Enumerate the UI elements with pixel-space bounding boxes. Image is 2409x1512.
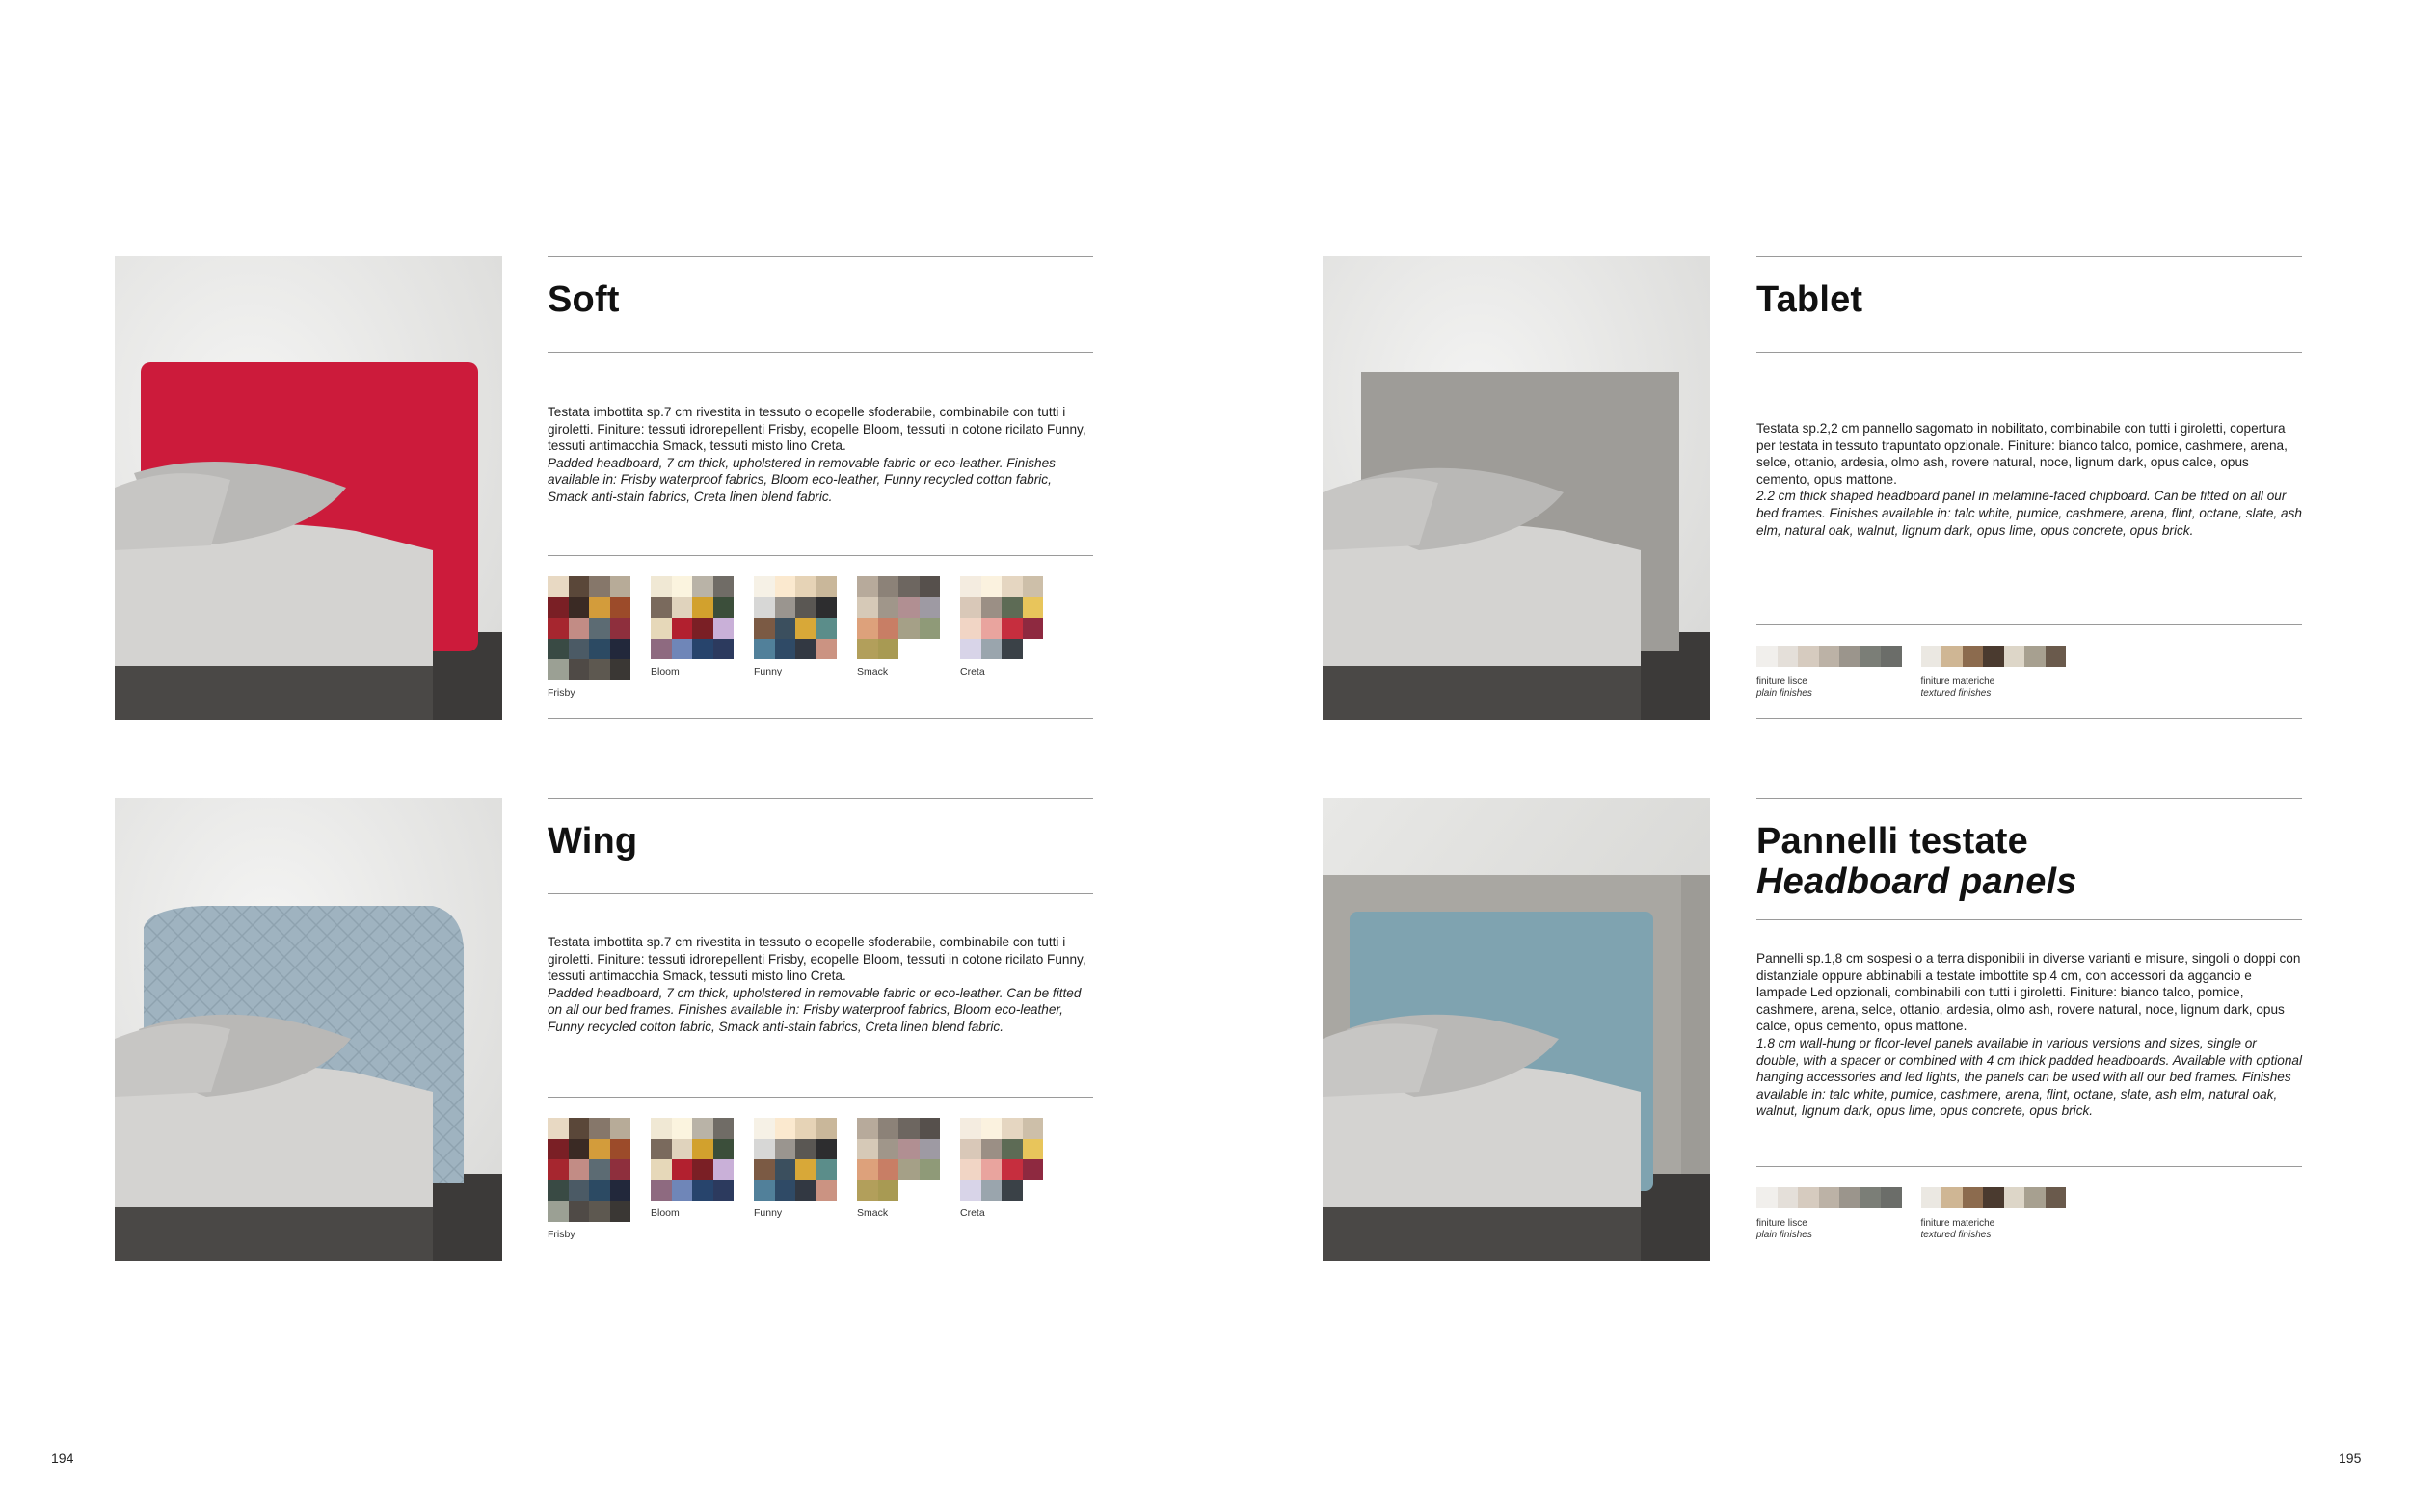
bed-illustration	[115, 798, 502, 1261]
divider	[1756, 1166, 2302, 1167]
color-swatch	[816, 1180, 838, 1202]
color-swatch	[569, 659, 590, 680]
color-swatch	[2024, 646, 2046, 667]
color-swatch	[898, 1139, 920, 1160]
color-swatch	[960, 576, 981, 597]
fabric-swatch-group	[754, 1118, 838, 1240]
page-number-left: 194	[51, 1450, 74, 1466]
bed-illustration	[115, 256, 502, 720]
color-swatch	[1860, 1187, 1882, 1208]
color-swatch	[754, 1139, 775, 1160]
color-swatch	[754, 597, 775, 619]
fabric-label: Creta	[960, 1207, 985, 1219]
description-it: Testata sp.2,2 cm pannello sagomato in nobilitato, combinabile con tutti i giroletti, copertura per testata in tessuto trapuntato opzionale. Finiture: bianco talco, pomice, cashmere, arena, selce, ottanio, ardesia, olmo ash, rovere natural, noce, lignum dark, opus calce, opus cemento, opus mattone.	[1756, 421, 2288, 487]
color-swatch	[981, 1118, 1003, 1139]
color-swatch	[1819, 1187, 1840, 1208]
finish-strip	[1756, 646, 1902, 667]
finish-group	[1756, 1187, 1902, 1241]
color-swatch	[857, 1139, 878, 1160]
fabric-label: Funny	[754, 1207, 783, 1219]
color-swatch	[775, 1118, 796, 1139]
finish-label: finiture materiche	[1920, 1218, 1995, 1229]
color-swatch	[548, 576, 569, 597]
color-swatch	[816, 1118, 838, 1139]
product-block-tablet	[1756, 256, 2302, 720]
product-photo-tablet	[1323, 256, 1710, 720]
color-swatch	[981, 639, 1003, 660]
color-swatch	[651, 1118, 672, 1139]
product-photo-wing	[115, 798, 502, 1261]
color-swatch	[672, 1118, 693, 1139]
color-swatch	[795, 576, 816, 597]
divider	[548, 555, 1093, 556]
finish-group	[1921, 646, 2067, 700]
color-swatch	[857, 1180, 878, 1202]
divider	[1756, 798, 2302, 799]
fabric-swatch-group	[651, 576, 735, 699]
finish-group	[1921, 1187, 2067, 1241]
color-swatch	[589, 639, 610, 660]
color-swatch	[816, 618, 838, 639]
color-swatch	[713, 1118, 735, 1139]
color-swatch	[1002, 618, 1023, 639]
color-swatch	[960, 639, 981, 660]
color-swatch	[754, 1159, 775, 1180]
color-swatch	[672, 618, 693, 639]
color-swatch	[569, 1118, 590, 1139]
color-swatch	[1023, 1139, 1044, 1160]
product-photo-panels	[1323, 798, 1710, 1261]
description-it: Testata imbottita sp.7 cm rivestita in tessuto o ecopelle sfoderabile, combinabile con tutti i giroletti. Finiture: tessuti idrorepellenti Frisby, ecopelle Bloom, tessuti in cotone ricilato Funny, tessuti antimacchia Smack, tessuti misto lino Creta.	[548, 935, 1086, 984]
color-swatch	[960, 618, 981, 639]
color-swatch	[960, 1159, 981, 1180]
color-swatch	[651, 618, 672, 639]
color-swatch	[692, 1139, 713, 1160]
product-photo-soft	[115, 256, 502, 720]
color-swatch	[1002, 1159, 1023, 1180]
color-swatch	[775, 597, 796, 619]
color-swatch	[1963, 646, 1984, 667]
color-swatch	[795, 597, 816, 619]
product-title: Wing	[548, 821, 638, 862]
color-swatch	[569, 1201, 590, 1222]
color-swatch	[2046, 1187, 2067, 1208]
color-swatch	[589, 1180, 610, 1202]
color-swatch	[878, 1159, 899, 1180]
finish-label-en: plain finishes	[1756, 688, 1812, 699]
color-swatch	[775, 1180, 796, 1202]
product-description	[548, 934, 1093, 1036]
color-swatch	[2024, 1187, 2046, 1208]
color-swatch	[1756, 646, 1778, 667]
color-swatch	[857, 639, 878, 660]
color-swatch	[1860, 646, 1882, 667]
color-swatch	[816, 639, 838, 660]
color-swatch	[1983, 1187, 2004, 1208]
color-swatch	[651, 576, 672, 597]
finish-label: finiture lisce	[1756, 676, 1807, 687]
color-swatch	[1941, 646, 1963, 667]
color-swatch	[775, 1139, 796, 1160]
fabric-label: Smack	[857, 666, 889, 677]
color-swatch	[1963, 1187, 1984, 1208]
color-swatch	[548, 1118, 569, 1139]
finish-label-en: textured finishes	[1920, 1230, 1992, 1240]
color-swatch	[692, 618, 713, 639]
title-it: Pannelli testate	[1756, 821, 2028, 862]
fabric-swatch-grid	[754, 1118, 837, 1201]
divider	[548, 352, 1093, 353]
divider	[548, 256, 1093, 257]
fabric-swatches	[548, 576, 1063, 699]
color-swatch	[589, 618, 610, 639]
color-swatch	[1002, 1139, 1023, 1160]
color-swatch	[548, 1180, 569, 1202]
color-swatch	[672, 1180, 693, 1202]
color-swatch	[713, 1180, 735, 1202]
product-block-soft	[548, 256, 1093, 720]
color-swatch	[1002, 1180, 1023, 1202]
finish-caption	[1756, 676, 1902, 700]
color-swatch	[569, 618, 590, 639]
color-swatch	[589, 1201, 610, 1222]
finish-label-en: textured finishes	[1920, 688, 1992, 699]
divider	[548, 798, 1093, 799]
product-block-panels	[1756, 798, 2302, 1261]
description-en: 1.8 cm wall-hung or floor-level panels available in various versions and sizes, single or double, with a spacer or combined with 4 cm thick padded headboards. Available with optional hanging accessories and led lights, the panels can be used with all our bed frames. Finishes available in: talc white, pumice, cashmere, arena, flint, octane, slate, ash elm, natural oak, walnut, lignum dark, opus lime, opus concrete, opus brick.	[1756, 1035, 2302, 1119]
color-swatch	[1798, 646, 1819, 667]
color-swatch	[1778, 1187, 1799, 1208]
color-swatch	[816, 597, 838, 619]
color-swatch	[651, 1180, 672, 1202]
product-title: Soft	[548, 279, 620, 320]
color-swatch	[1756, 1187, 1778, 1208]
product-description	[1756, 950, 2302, 1120]
color-swatch	[754, 1118, 775, 1139]
color-swatch	[589, 659, 610, 680]
color-swatch	[878, 1180, 899, 1202]
color-swatch	[589, 576, 610, 597]
color-swatch	[672, 576, 693, 597]
fabric-swatch-grid	[754, 576, 837, 659]
color-swatch	[2004, 1187, 2025, 1208]
color-swatch	[610, 1159, 631, 1180]
color-swatch	[610, 1118, 631, 1139]
description-it: Pannelli sp.1,8 cm sospesi o a terra disponibili in diverse varianti e misure, singoli o doppi con distanziale oppure abbinabili a testate imbottite sp.4 cm, con accessori da aggancio e lampade Led opzionali, combinabili con tutti i giroletti. Finiture: bianco talco, pomice, cashmere, arena, selce, ottanio, ardesia, olmo ash, rovere natural, noce, lignum dark, opus calce, opus cemento, opus mattone.	[1756, 951, 2301, 1034]
color-swatch	[713, 576, 735, 597]
color-swatch	[1839, 1187, 1860, 1208]
color-swatch	[610, 1201, 631, 1222]
color-swatch	[1002, 597, 1023, 619]
description-en: Padded headboard, 7 cm thick, upholstered in removable fabric or eco-leather. Finishes available in: Frisby waterproof fabrics, Bloom eco-leather, Funny recycled cotton fabric, Smack anti-stain fabrics, Creta linen blend fabric.	[548, 455, 1056, 504]
color-swatch	[775, 639, 796, 660]
fabric-label: Bloom	[651, 666, 680, 677]
description-en: 2.2 cm thick shaped headboard panel in melamine-faced chipboard. Can be fitted on all our bed frames. Finishes available in: talc white, pumice, cashmere, arena, flint, octane, slate, ash elm, natural oak, walnut, lignum dark, opus lime, opus concrete, opus brick.	[1756, 489, 2302, 538]
color-swatch	[795, 639, 816, 660]
color-swatch	[960, 1180, 981, 1202]
product-description	[1756, 420, 2302, 539]
finish-caption	[1921, 676, 2067, 700]
color-swatch	[1839, 646, 1860, 667]
divider	[1756, 718, 2302, 719]
color-swatch	[672, 1159, 693, 1180]
color-swatch	[857, 576, 878, 597]
color-swatch	[795, 1159, 816, 1180]
color-swatch	[857, 1118, 878, 1139]
color-swatch	[1798, 1187, 1819, 1208]
color-swatch	[1921, 1187, 1942, 1208]
color-swatch	[898, 597, 920, 619]
color-swatch	[754, 639, 775, 660]
color-swatch	[2046, 646, 2067, 667]
color-swatch	[548, 659, 569, 680]
title-en: Headboard panels	[1756, 862, 2077, 902]
page-number-right: 195	[2339, 1450, 2362, 1466]
color-swatch	[775, 576, 796, 597]
color-swatch	[795, 618, 816, 639]
color-swatch	[692, 597, 713, 619]
color-swatch	[1023, 618, 1044, 639]
fabric-label: Frisby	[548, 686, 575, 699]
color-swatch	[672, 597, 693, 619]
color-swatch	[878, 618, 899, 639]
finish-strip	[1756, 1187, 1902, 1208]
finish-strip	[1921, 646, 2067, 667]
finish-label: finiture materiche	[1920, 676, 1995, 687]
color-swatch	[1023, 576, 1044, 597]
color-swatch	[610, 618, 631, 639]
color-swatch	[692, 1118, 713, 1139]
color-swatch	[878, 639, 899, 660]
color-swatch	[981, 618, 1003, 639]
color-swatch	[713, 1139, 735, 1160]
color-swatch	[1002, 639, 1023, 660]
color-swatch	[1819, 646, 1840, 667]
color-swatch	[713, 1159, 735, 1180]
divider	[1756, 256, 2302, 257]
description-it: Testata imbottita sp.7 cm rivestita in tessuto o ecopelle sfoderabile, combinabile con tutti i giroletti. Finiture: tessuti idrorepellenti Frisby, ecopelle Bloom, tessuti in cotone ricilato Funny, tessuti antimacchia Smack, tessuti misto lino Creta.	[548, 405, 1086, 454]
fabric-label: Funny	[754, 666, 783, 677]
color-swatch	[1002, 1118, 1023, 1139]
product-description	[548, 404, 1093, 506]
color-swatch	[754, 1180, 775, 1202]
color-swatch	[857, 597, 878, 619]
fabric-swatch-group	[548, 576, 631, 699]
fabric-label: Creta	[960, 666, 985, 677]
color-swatch	[1881, 1187, 1902, 1208]
color-swatch	[569, 639, 590, 660]
fabric-swatch-grid	[857, 576, 940, 659]
fabric-swatch-group	[548, 1118, 631, 1240]
color-swatch	[713, 639, 735, 660]
color-swatch	[816, 1139, 838, 1160]
color-swatch	[651, 1159, 672, 1180]
color-swatch	[651, 597, 672, 619]
finish-swatches	[1756, 646, 2085, 700]
bed-illustration	[1323, 256, 1710, 720]
fabric-swatch-group	[960, 576, 1044, 699]
divider	[548, 893, 1093, 894]
fabric-swatch-grid	[960, 1118, 1043, 1201]
fabric-swatch-group	[857, 576, 941, 699]
color-swatch	[981, 597, 1003, 619]
fabric-label: Smack	[857, 1207, 889, 1219]
color-swatch	[569, 1159, 590, 1180]
product-title: Tablet	[1756, 279, 1863, 320]
color-swatch	[920, 618, 941, 639]
color-swatch	[920, 597, 941, 619]
color-swatch	[878, 597, 899, 619]
color-swatch	[610, 597, 631, 619]
color-swatch	[651, 1139, 672, 1160]
color-swatch	[1023, 597, 1044, 619]
color-swatch	[1778, 646, 1799, 667]
color-swatch	[692, 1159, 713, 1180]
color-swatch	[920, 1159, 941, 1180]
color-swatch	[548, 597, 569, 619]
color-swatch	[1983, 646, 2004, 667]
color-swatch	[920, 576, 941, 597]
fabric-swatch-grid	[857, 1118, 940, 1201]
color-swatch	[816, 576, 838, 597]
fabric-swatch-group	[960, 1118, 1044, 1240]
fabric-swatch-grid	[960, 576, 1043, 659]
color-swatch	[795, 1118, 816, 1139]
color-swatch	[1023, 1118, 1044, 1139]
color-swatch	[857, 1159, 878, 1180]
finish-caption	[1756, 1218, 1902, 1241]
color-swatch	[898, 576, 920, 597]
color-swatch	[651, 639, 672, 660]
color-swatch	[610, 576, 631, 597]
color-swatch	[692, 639, 713, 660]
divider	[1756, 624, 2302, 625]
fabric-swatch-group	[754, 576, 838, 699]
color-swatch	[981, 1139, 1003, 1160]
color-swatch	[1921, 646, 1942, 667]
divider	[1756, 919, 2302, 920]
color-swatch	[692, 1180, 713, 1202]
color-swatch	[610, 659, 631, 680]
color-swatch	[672, 639, 693, 660]
color-swatch	[610, 639, 631, 660]
color-swatch	[981, 1159, 1003, 1180]
color-swatch	[2004, 646, 2025, 667]
color-swatch	[1881, 646, 1902, 667]
color-swatch	[775, 1159, 796, 1180]
color-swatch	[898, 1118, 920, 1139]
color-swatch	[548, 1139, 569, 1160]
color-swatch	[548, 1201, 569, 1222]
divider	[548, 1097, 1093, 1098]
finish-label: finiture lisce	[1756, 1218, 1807, 1229]
color-swatch	[713, 618, 735, 639]
color-swatch	[960, 597, 981, 619]
color-swatch	[857, 618, 878, 639]
product-block-wing	[548, 798, 1093, 1261]
color-swatch	[981, 1180, 1003, 1202]
color-swatch	[569, 1180, 590, 1202]
color-swatch	[898, 618, 920, 639]
divider	[548, 718, 1093, 719]
color-swatch	[589, 597, 610, 619]
description-en: Padded headboard, 7 cm thick, upholstered in removable fabric or eco-leather. Can be fitted on all our bed frames. Finishes available in: Frisby waterproof fabrics, Bloom eco-leather, Funny recycled cotton fabric, Smack anti-stain fabrics, Creta linen blend fabric.	[548, 985, 1082, 1034]
color-swatch	[960, 1139, 981, 1160]
fabric-swatch-group	[651, 1118, 735, 1240]
fabric-swatches	[548, 1118, 1063, 1240]
bed-illustration	[1323, 798, 1710, 1261]
fabric-swatch-grid	[651, 576, 734, 659]
color-swatch	[898, 1159, 920, 1180]
color-swatch	[795, 1180, 816, 1202]
fabric-label: Bloom	[651, 1207, 680, 1219]
fabric-swatch-grid	[651, 1118, 734, 1201]
fabric-label: Frisby	[548, 1228, 575, 1240]
fabric-swatch-group	[857, 1118, 941, 1240]
color-swatch	[589, 1118, 610, 1139]
color-swatch	[548, 618, 569, 639]
color-swatch	[610, 1139, 631, 1160]
product-title	[1756, 821, 2077, 902]
color-swatch	[569, 597, 590, 619]
color-swatch	[754, 576, 775, 597]
color-swatch	[610, 1180, 631, 1202]
divider	[1756, 352, 2302, 353]
fabric-swatch-grid	[548, 576, 630, 680]
color-swatch	[1023, 1159, 1044, 1180]
color-swatch	[569, 1139, 590, 1160]
color-swatch	[548, 639, 569, 660]
finish-group	[1756, 646, 1902, 700]
color-swatch	[795, 1139, 816, 1160]
color-swatch	[920, 1139, 941, 1160]
color-swatch	[569, 576, 590, 597]
color-swatch	[775, 618, 796, 639]
color-swatch	[754, 618, 775, 639]
color-swatch	[589, 1139, 610, 1160]
finish-caption	[1921, 1218, 2067, 1241]
finish-label-en: plain finishes	[1756, 1230, 1812, 1240]
color-swatch	[878, 576, 899, 597]
color-swatch	[692, 576, 713, 597]
color-swatch	[548, 1159, 569, 1180]
color-swatch	[878, 1118, 899, 1139]
fabric-swatch-grid	[548, 1118, 630, 1222]
color-swatch	[816, 1159, 838, 1180]
color-swatch	[960, 1118, 981, 1139]
color-swatch	[920, 1118, 941, 1139]
finish-strip	[1921, 1187, 2067, 1208]
color-swatch	[1941, 1187, 1963, 1208]
color-swatch	[1002, 576, 1023, 597]
color-swatch	[589, 1159, 610, 1180]
finish-swatches	[1756, 1187, 2085, 1241]
color-swatch	[672, 1139, 693, 1160]
color-swatch	[878, 1139, 899, 1160]
color-swatch	[981, 576, 1003, 597]
color-swatch	[713, 597, 735, 619]
